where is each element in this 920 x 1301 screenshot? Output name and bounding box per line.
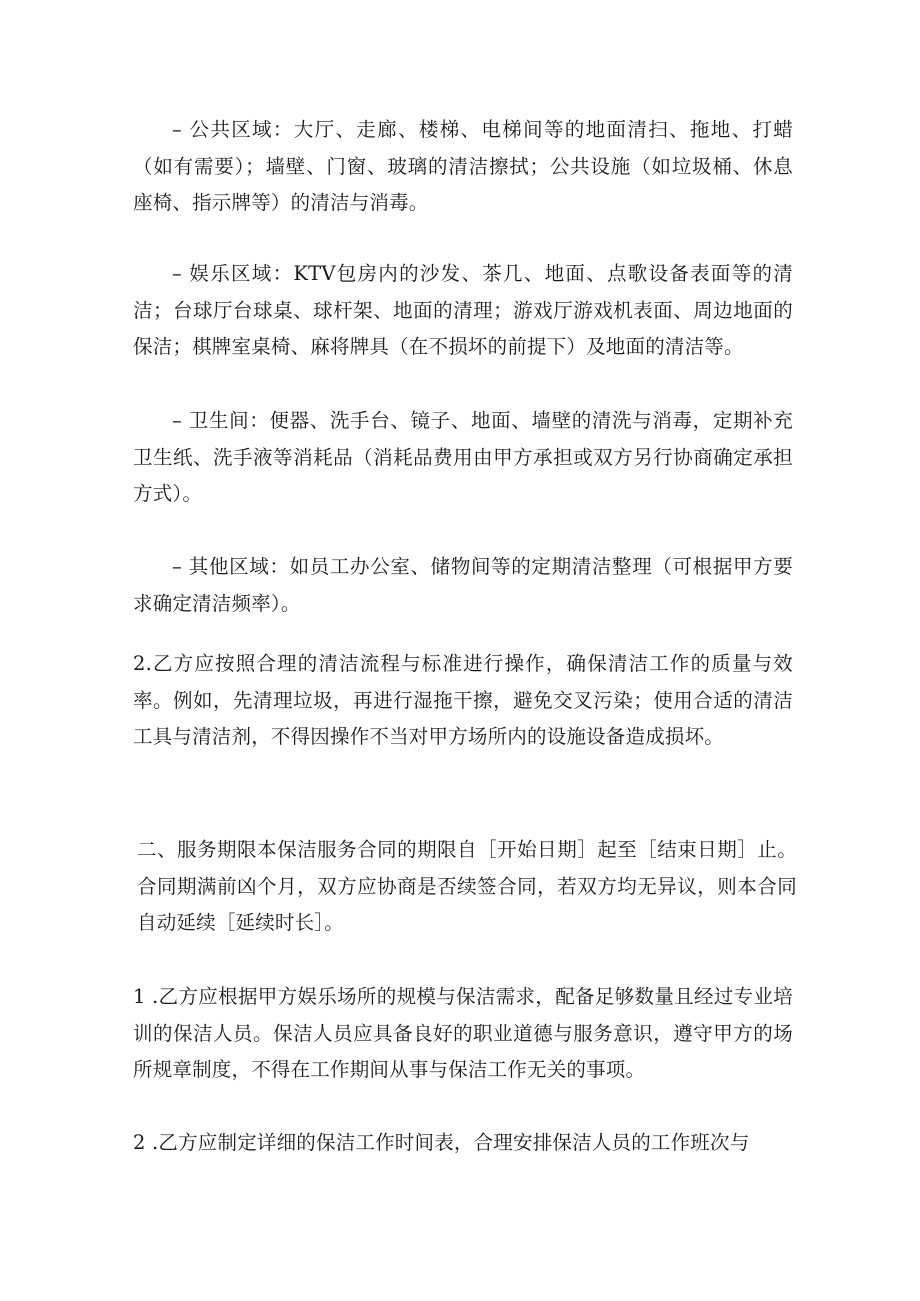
- paragraph-entertainment-area: – 娱乐区域：KTV包房内的沙发、茶几、地面、点歌设备表面等的清洁；台球厅台球桌、球杆架、地面的清理；游戏厅游戏机表面、周边地面的保洁；棋牌室桌椅、麻将牌具（在不损坏的前提下）及地面的清洁等。: [133, 262, 793, 358]
- paragraph-service-term: 二、服务期限本保洁服务合同的期限自［开始日期］起至［结束日期］止。合同期满前凶个月，双方应协商是否续签合同，若双方均无异议，则本合同自动延续［延续时长］。: [137, 838, 797, 934]
- paragraph-cleaning-process: 2.乙方应按照合理的清洁流程与标准进行操作，确保清洁工作的质量与效率。例如，先清理垃圾，再进行湿拖干擦，避免交叉污染；使用合适的清洁工具与清洁剂，不得因操作不当对甲方场所内的设施设备造成损坏。: [133, 652, 793, 748]
- paragraph-schedule: 2 .乙方应制定详细的保洁工作时间表，合理安排保洁人员的工作班次与: [133, 1131, 750, 1154]
- paragraph-other-area: – 其他区域：如员工办公室、储物间等的定期清洁整理（可根据甲方要求确定清洁频率）。: [133, 555, 793, 615]
- paragraph-staffing: 1 .乙方应根据甲方娱乐场所的规模与保洁需求，配备足够数量且经过专业培训的保洁人员。保洁人员应具备良好的职业道德与服务意识，遵守甲方的场所规章制度，不得在工作期间从事与保洁工作无关的事项。: [133, 985, 793, 1081]
- paragraph-public-area: – 公共区域：大厅、走廊、楼梯、电梯间等的地面清扫、拖地、打蜡（如有需要）；墙壁、门窗、玻璃的清洁擦拭；公共设施（如垃圾桶、休息座椅、指示牌等）的清洁与消毒。: [133, 118, 793, 214]
- paragraph-restroom: – 卫生间：便器、洗手台、镜子、地面、墙壁的清洗与消毒，定期补充卫生纸、洗手液等消耗品（消耗品费用由甲方承担或双方另行协商确定承担方式）。: [133, 409, 793, 505]
